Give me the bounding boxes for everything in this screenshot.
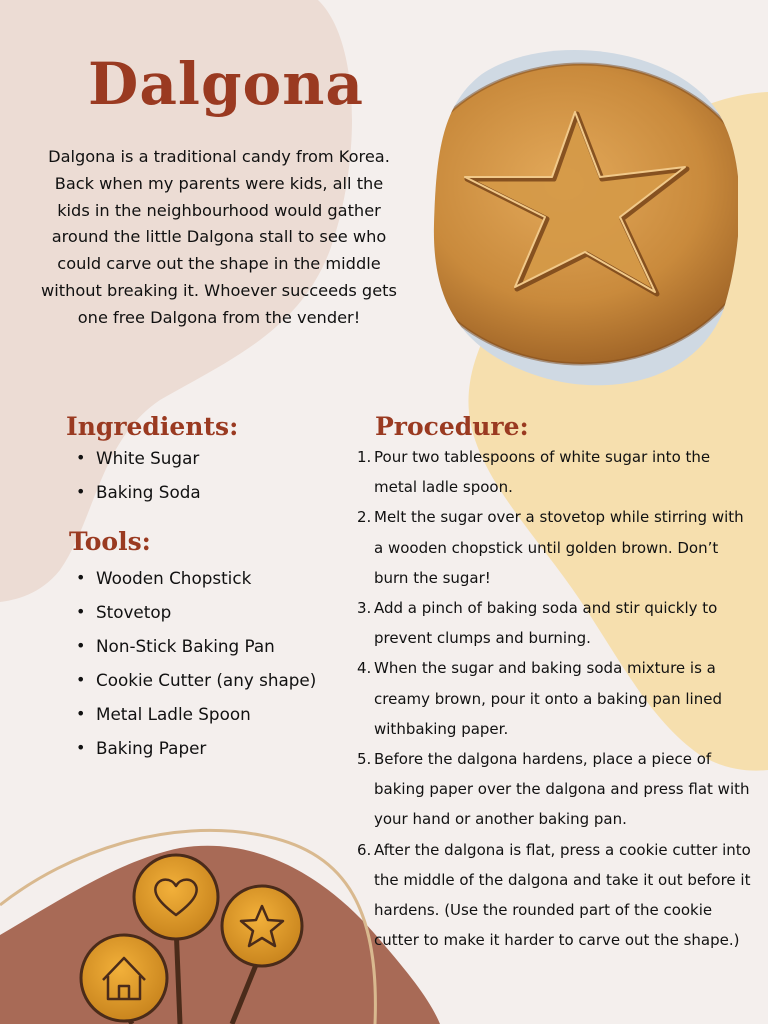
step-number: 5. <box>357 750 372 769</box>
ingredients-heading: Ingredients: <box>66 412 239 441</box>
step-text: After the dalgona is flat, press a cookie cutter into the middle of the dalgona and take it out before it hardens. (Use the rounded part of the cookie cutter to make it harder to carve out the shape.) <box>374 840 751 950</box>
step-text: When the sugar and baking soda mixture is a creamy brown, pour it onto a baking pan lined withbaking paper. <box>374 659 722 738</box>
step-number: 3. <box>357 599 372 618</box>
star-lollipop-icon <box>222 886 302 966</box>
step-text: Before the dalgona hardens, place a piece of baking paper over the dalgona and press flat with your hand or another baking pan. <box>374 750 750 829</box>
ingredients-list <box>76 446 201 514</box>
list-item: • Cookie Cutter (any shape) <box>76 668 316 702</box>
house-lollipop-icon <box>81 935 167 1021</box>
step-text: Pour two tablespoons of white sugar into the metal ladle spoon. <box>374 448 711 497</box>
procedure-step <box>357 593 752 653</box>
list-item: • Baking Paper <box>76 736 316 770</box>
tools-list <box>76 566 316 770</box>
list-item: • Baking Soda <box>76 480 201 514</box>
intro-paragraph: Dalgona is a traditional candy from Korea. Back when my parents were kids, all the kids in the neighbourhood would gather around the little Dalgona stall to see who could carve out the shape in the middle without breaking it. Whoever succeeds gets one free Dalgona from the vender! <box>41 147 397 327</box>
list-item: • Stovetop <box>76 600 316 634</box>
list-item: • Wooden Chopstick <box>76 566 316 600</box>
step-number: 6. <box>357 840 372 859</box>
list-item: • Metal Ladle Spoon <box>76 702 316 736</box>
list-item: • Non-Stick Baking Pan <box>76 634 316 668</box>
step-text: Melt the sugar over a stovetop while stirring with a wooden chopstick until golden brown. Don’t burn the sugar! <box>374 508 744 587</box>
procedure-step <box>357 835 752 956</box>
procedure-step <box>357 653 752 744</box>
procedure-heading: Procedure: <box>375 412 529 441</box>
procedure-list <box>357 442 752 955</box>
procedure-step <box>357 502 752 593</box>
page-title: Dalgona <box>88 50 364 118</box>
step-number: 2. <box>357 508 372 527</box>
procedure-step <box>357 442 752 502</box>
step-text: Add a pinch of baking soda and stir quickly to prevent clumps and burning. <box>374 599 718 648</box>
star-candy-photo <box>432 44 738 394</box>
step-number: 1. <box>357 448 372 466</box>
tools-heading: Tools: <box>69 527 151 556</box>
heart-lollipop-icon <box>134 855 218 939</box>
procedure-step <box>357 744 752 835</box>
list-item: • White Sugar <box>76 446 201 480</box>
step-number: 4. <box>357 659 372 678</box>
